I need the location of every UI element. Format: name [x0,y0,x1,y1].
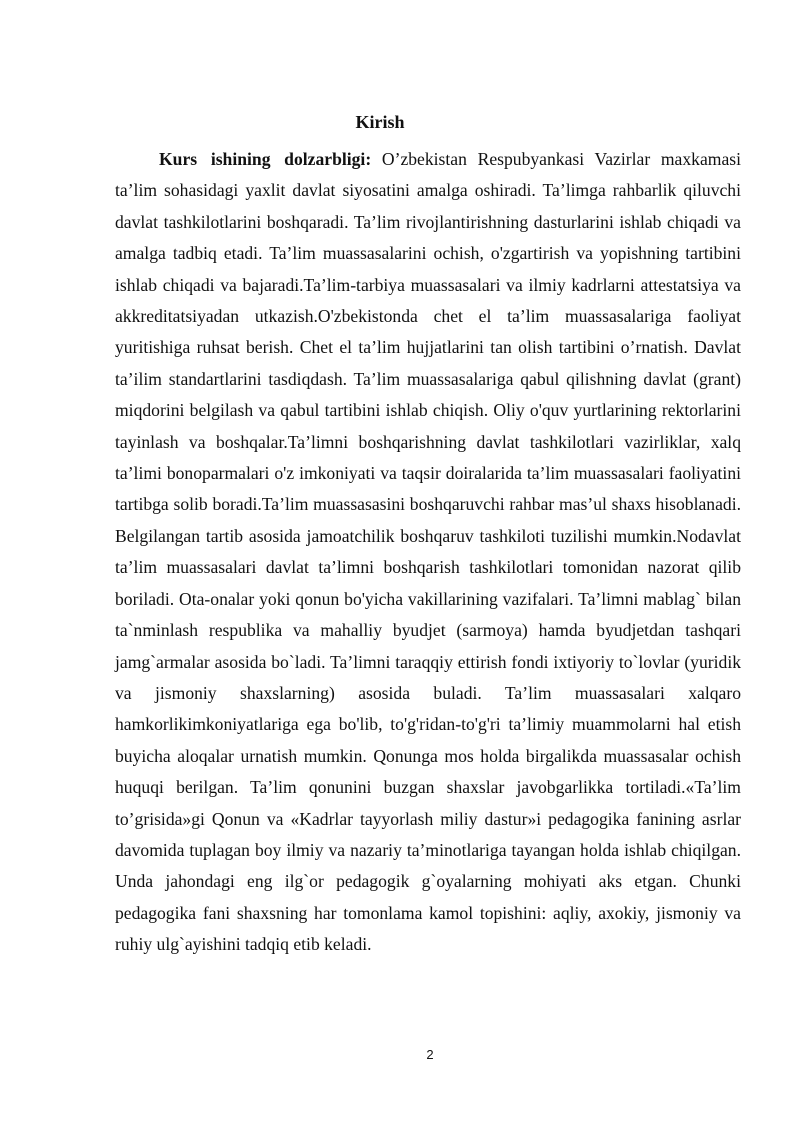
page-number: 2 [426,1047,434,1062]
lead-phrase: Kurs ishining dolzarbligi: [159,149,372,169]
section-heading: Kirish [355,112,405,132]
paragraph-text: O’zbekistan Respubyankasi Vazirlar maxkamasi ta’lim sohasidagi yaxlit davlat siyosatini amalga oshiradi. Ta’limga rahbarlik qiluvchi davlat tashkilotlarini boshqaradi. Ta’lim rivojlantirishning dasturlarini ishlab chiqadi va amalga tadbiq etadi. Ta’lim muassasalarini ochish, o'zgartirish va yopishning tartibini ishlab chiqadi va bajaradi.Ta’lim-tarbiya muassasalari va ilmiy kadrlarni attestatsiya va akkreditatsiyadan utkazish.O'zbekistonda chet el ta’lim muassasalariga faoliyat yuritishiga ruhsat berish. Chet el ta’lim hujjatlarini tan olish tartibini o’rnatish. Davlat ta’ilim standartlarini tasdiqdash. Ta’lim muassasalariga qabul qilishning davlat (grant) miqdorini belgilash va qabul tartibini ishlab chiqish. Oliy o'quv yurtlarining rektorlarini tayinlash va boshqalar.Ta’limni boshqarishning davlat tashkilotlari vazirliklar, xalq ta’limi bonoparmalari o'z imkoniyati va taqsir doiralarida ta’lim muassasalari faoliyatini tartibga solib boradi.Ta’lim muassasasini boshqaruvchi rahbar mas’ul shaxs hisoblanadi. Belgilangan tartib asosida jamoatchilik boshqaruv tashkiloti tuzilishi mumkin.Nodavlat ta’lim muassasalari davlat ta’limni boshqarish tashkilotlari tomonidan nazorat qilib boriladi. Ota-onalar yoki qonun bo'yicha vakillarining vazifalari. Ta’limni mablag` bilan ta`nminlash respublika va mahalliy byudjet (sarmoya) hamda byudjetdan tashqari jamg`armalar asosida bo`ladi. Ta’limni taraqqiy ettirish fondi ixtiyoriy to`lovlar (yuridik va jismoniy shaxslarning) asosida buladi. Ta’lim muassasalari xalqaro hamkorlikimkoniyatlariga ega bo'lib, to'g'ridan-to'g'ri ta’limiy muammolarni hal etish buyicha aloqalar urnatish mumkin. Qonunga mos holda birgalikda muassasalar ochish huquqi berilgan. Ta’lim qonunini buzgan shaxslar javobgarlikka tortiladi.«Ta’lim to’grisida»gi Qonun va «Kadrlar tayyorlash miliy dastur»i pedagogika fanining asrlar davomida tuplagan boy ilmiy va nazariy ta’minotlariga tayangan holda ishlab chiqilgan. Unda jahondagi eng ilg`or pedagogik g`oyalarning mohiyati aks etgan. Chunki pedagogika fani shaxsning har tomonlama kamol topishini: aqliy, axokiy, jismoniy va ruhiy ulg`ayishini tadqiq etib keladi. [115,149,741,955]
body-paragraph [115,144,741,961]
